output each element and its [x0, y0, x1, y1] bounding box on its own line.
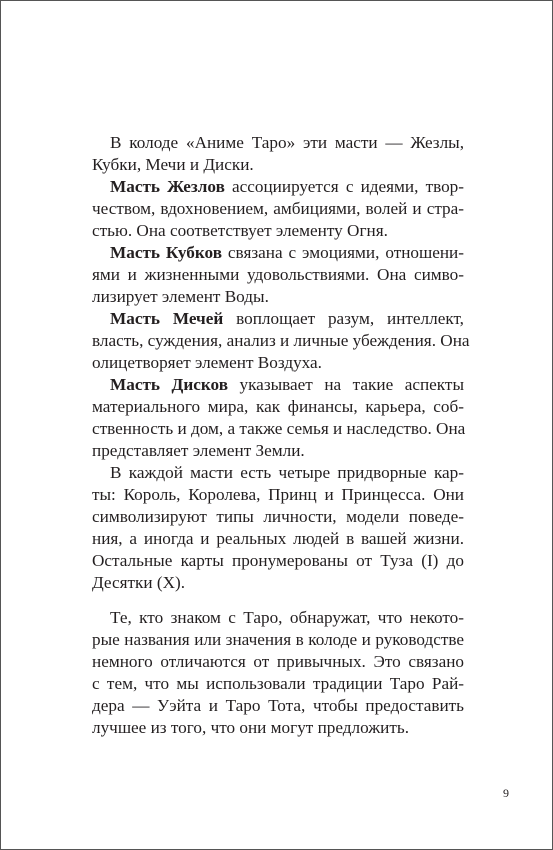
text-line: власть, суждения, анализ и личные убеждения. Она [92, 331, 470, 350]
paragraph-gap [92, 594, 464, 607]
text-fragment: указывает на такие аспекты [227, 375, 464, 394]
paragraph-cups [92, 242, 464, 308]
body-text [92, 132, 470, 739]
text-line: представляет элемент Земли. [92, 441, 305, 460]
text-line: стью. Она соответствует элементу Огня. [92, 221, 388, 240]
paragraph-wands [92, 176, 464, 242]
text-line: немного отличаются от привычных. Это связано [92, 652, 464, 671]
text-line: символизируют типы личности, модели поведе- [92, 507, 464, 526]
text-line: ственность и дом, а также семья и наследство. Она [92, 419, 466, 438]
suit-name-cups: Масть Кубков [110, 243, 223, 262]
text-line [92, 242, 464, 264]
text-line: Остальные карты пронумерованы от Туза (I) до [92, 551, 464, 570]
text-line [92, 176, 464, 198]
text-fragment: связана с эмоциями, отношени- [222, 243, 464, 262]
text-line: чеством, вдохновением, амбициями, волей и стра- [92, 199, 464, 218]
text-line: материального мира, как финансы, карьера, соб- [92, 397, 464, 416]
text-line: Кубки, Мечи и Диски. [92, 155, 254, 174]
text-line: Те, кто знаком с Таро, обнаружат, что некото- [110, 608, 464, 627]
text-line: В колоде «Аниме Таро» эти масти — Жезлы, [110, 133, 464, 152]
text-line: лучшее из того, что они могут предложить. [92, 718, 410, 737]
text-line: дера — Уэйта и Таро Тота, чтобы предоставить [92, 696, 464, 715]
text-line: лизирует элемент Воды. [92, 287, 269, 306]
paragraph-traditions [92, 607, 464, 739]
text-line: олицетворяет элемент Воздуха. [92, 353, 322, 372]
text-line: рые названия или значения в колоде и руководстве [92, 630, 464, 649]
paragraph-court-cards [92, 462, 464, 594]
suit-name-swords: Масть Мечей [110, 309, 224, 328]
page-number: 9 [503, 786, 509, 800]
text-fragment: ассоциируется с идеями, твор- [224, 177, 464, 196]
paragraph-swords [92, 308, 470, 374]
text-line: В каждой масти есть четыре придворные кар- [110, 463, 464, 482]
text-line: Десятки (X). [92, 573, 186, 592]
text-line: ты: Король, Королева, Принц и Принцесса. Они [92, 485, 464, 504]
suit-name-disks: Масть Дисков [110, 375, 228, 394]
paragraph-disks [92, 374, 464, 462]
paragraph-intro [92, 132, 464, 176]
text-line [92, 308, 464, 330]
text-line: ния, а иногда и реальных людей в вашей жизни. [92, 529, 464, 548]
text-line [92, 374, 464, 396]
text-fragment: воплощает разум, интеллект, [223, 309, 464, 328]
text-line: ями и жизненными удовольствиями. Она симво- [92, 265, 464, 284]
suit-name-wands: Масть Жезлов [110, 177, 225, 196]
text-line: с тем, что мы использовали традиции Таро Рай- [92, 674, 464, 693]
